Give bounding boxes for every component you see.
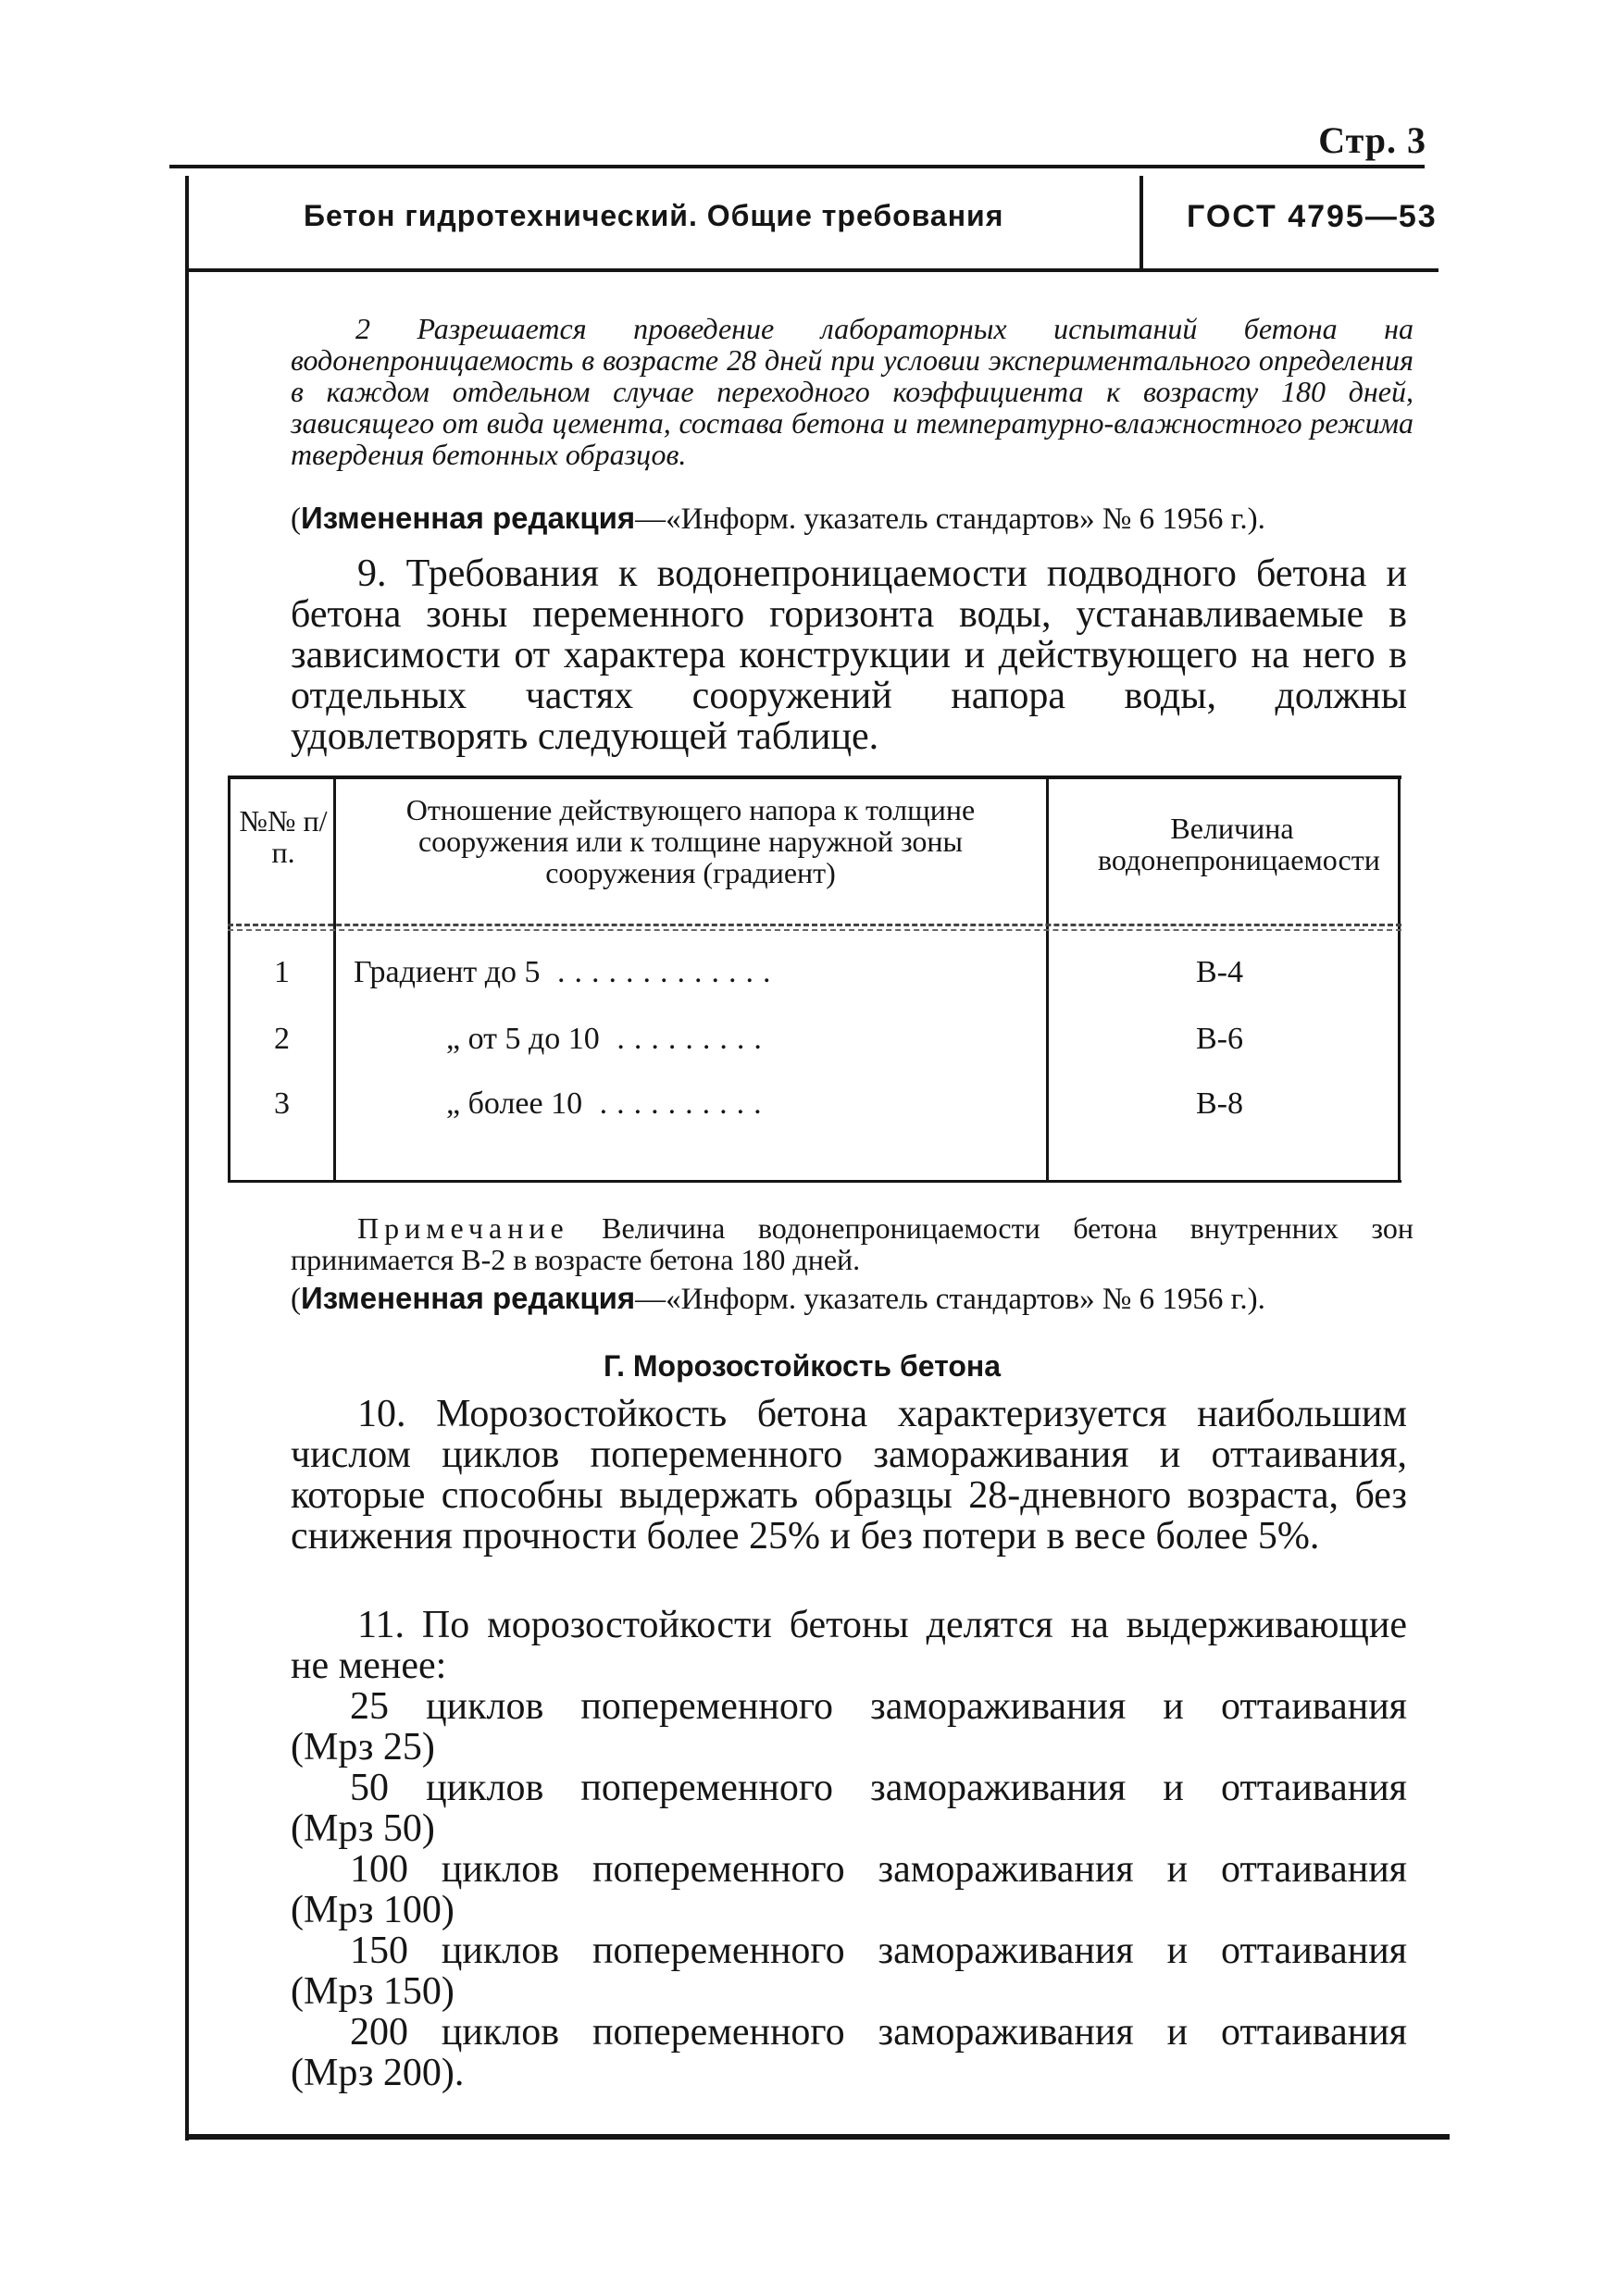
note-2 (291, 313, 1414, 470)
amendment-source-2: —«Информ. указатель стандартов» № 6 1956 г.). (635, 1283, 1265, 1316)
permeability-table (228, 776, 1401, 1183)
amendment-note-1: (Измененная редакция—«Информ. указатель стандартов» № 6 1956 г.). (291, 501, 1265, 536)
table-header-separator (228, 924, 1401, 926)
page-number: Стр. 3 (1318, 119, 1426, 161)
table-note (291, 1212, 1414, 1275)
paragraph-11-text: 11. По морозостойкости бетоны делятся на выдерживающие не менее: (291, 1604, 1407, 1687)
table-rule-left (228, 779, 230, 1183)
amendment-source: —«Информ. указатель стандартов» № 6 1956 г.). (635, 503, 1265, 536)
table-rule-right (1398, 779, 1401, 1183)
table-row-2-num: 2 (274, 1022, 290, 1056)
paragraph-10 (291, 1394, 1407, 1557)
frost-grade-item: 100 циклов попеременного замораживания и оттаивания (Мрз 100) (291, 1848, 1407, 1931)
table-row-3-num: 3 (274, 1086, 290, 1121)
frame-left-rule (185, 176, 189, 2141)
frost-grade-item: 150 циклов попеременного замораживания и оттаивания (Мрз 150) (291, 1930, 1407, 2013)
table-row-1-num: 1 (274, 955, 290, 989)
table-row-1-value: В-4 (1196, 955, 1243, 989)
amendment-label-2: Измененная редакция (301, 1281, 636, 1315)
standard-code: ГОСТ 4795—53 (1187, 199, 1438, 234)
note-label: Примечание (357, 1211, 569, 1245)
frost-grade-item: 25 циклов попеременного замораживания и оттаивания (Мрз 25) (291, 1685, 1407, 1769)
table-top-rule (228, 776, 1401, 779)
table-row-2-value: В-6 (1196, 1022, 1243, 1056)
table-header-permeability: Величина водонепроницаемости (1098, 812, 1380, 876)
table-header-separator-2 (228, 929, 1401, 931)
frost-grade-list (291, 1686, 1407, 2093)
table-row-3-value: В-8 (1196, 1086, 1243, 1121)
table-bottom-rule (228, 1180, 1401, 1183)
table-header-num: №№ п/п. (239, 804, 328, 869)
table-row-2-desc: „ от 5 до 10 ......... (446, 1022, 771, 1056)
table-row-3-desc: „ более 10 .......... (446, 1086, 771, 1121)
paragraph-10-text: 10. Морозостойкость бетона характеризуется наибольшим числом циклов попеременного замораживания и оттаивания, которые способны выдержать образцы 28-дневного возраста, без снижения прочности более 25% и без потери в весе более 5%. (291, 1393, 1407, 1558)
table-header-gradient: Отношение действующего напора к толщине сооружения или к толщине наружной зоны сооружения (градиент) (405, 793, 976, 889)
header-divider (1140, 176, 1143, 268)
paragraph-11 (291, 1605, 1407, 1686)
table-row-1-desc: Градиент до 5 ............. (354, 955, 780, 989)
note-2-text: 2 Разрешается проведение лабораторных испытаний бетона на водонепроницаемость в возрасте 28 дней при условии экспериментального определения в каждом отдельном случае переходного коэффициента к возрасту 180 дней, зависящего от вида цемента, состава бетона и температурно-влажностного режима твердения бетонных образцов. (291, 312, 1414, 471)
frame-bottom-rule (185, 2134, 1450, 2140)
paragraph-9 (291, 553, 1407, 757)
section-title: Г. Морозостойкость бетона (603, 1349, 1002, 1383)
note-text: Величина водонепроницаемости бетона внутренних зон принимается В-2 в возрасте бетона 180 дней. (291, 1211, 1414, 1276)
amendment-label: Измененная редакция (301, 501, 636, 535)
document-title: Бетон гидротехнический. Общие требования (304, 199, 1004, 232)
table-rule-col2 (1046, 779, 1049, 1183)
table-rule-col1 (333, 779, 336, 1183)
amendment-note-2: (Измененная редакция—«Информ. указатель стандартов» № 6 1956 г.). (291, 1281, 1265, 1316)
paragraph-9-text: 9. Требования к водонепроницаемости подводного бетона и бетона зоны переменного горизонта воды, устанавливаемые в зависимости от характера конструкции и действующего на него в отдельных частях сооружений напора воды, должны удовлетворять следующей таблице. (291, 552, 1407, 758)
frost-grade-item: 50 циклов попеременного замораживания и оттаивания (Мрз 50) (291, 1767, 1407, 1850)
frost-grade-item: 200 циклов попеременного замораживания и оттаивания (Мрз 200). (291, 2011, 1407, 2094)
top-rule (169, 165, 1425, 168)
